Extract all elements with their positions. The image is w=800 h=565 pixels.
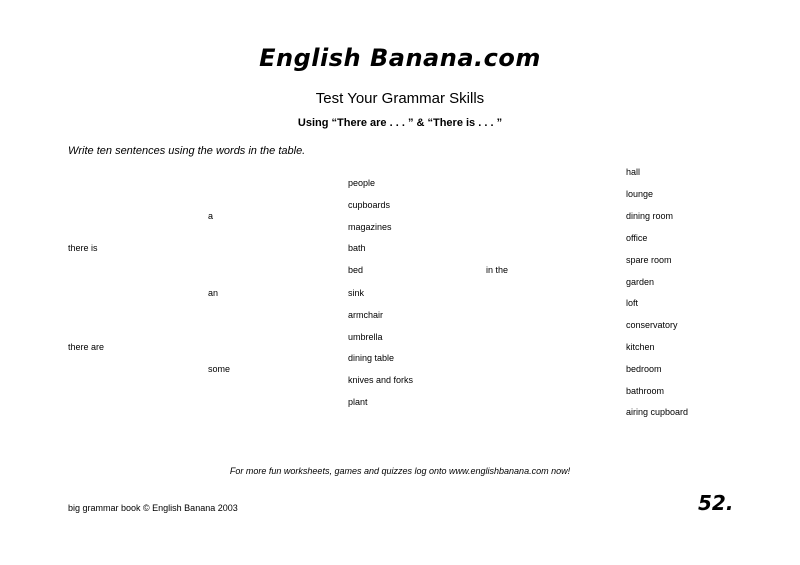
col3-item: bath (348, 243, 366, 253)
col1-item: there are (68, 342, 105, 352)
page-subtitle: Using “There are . . . ” & “There is . . . ” (297, 117, 503, 129)
copyright-text: big grammar book © English Banana 2003 (68, 503, 238, 513)
col5-item: loft (626, 298, 639, 308)
col3-item: sink (348, 288, 365, 298)
col3-item: cupboards (348, 200, 391, 210)
col3-item: dining table (348, 353, 395, 363)
col3-item: armchair (348, 310, 384, 320)
col3-item: people (348, 178, 376, 188)
page-number: 52. (698, 491, 734, 515)
col5-item: bathroom (626, 386, 665, 396)
col3-item: plant (348, 397, 368, 407)
col2-item: a (208, 211, 214, 221)
col5-item: bedroom (626, 364, 662, 374)
col2-item: an (208, 288, 219, 298)
promo-text: For more fun worksheets, games and quizzes log onto www.englishbanana.com now! (229, 466, 571, 476)
col3-item: knives and forks (348, 375, 414, 385)
col5-item: spare room (626, 255, 672, 265)
col3-item: umbrella (348, 332, 383, 342)
col5-item: garden (626, 277, 655, 287)
col5-item: dining room (626, 211, 674, 221)
col3-item: bed (348, 265, 364, 275)
col5-item: conservatory (626, 320, 678, 330)
site-logo: English Banana.com (259, 44, 541, 72)
col5-item: lounge (626, 189, 654, 199)
col1-item: there is (68, 243, 98, 253)
col2-item: some (208, 364, 231, 374)
col5-item: kitchen (626, 342, 655, 352)
col5-item: airing cupboard (626, 407, 689, 417)
col3-item: magazines (348, 222, 392, 232)
instructions: Write ten sentences using the words in the table. (68, 145, 306, 157)
col5-item: office (626, 233, 648, 243)
page-title: Test Your Grammar Skills (315, 90, 485, 107)
col4-item: in the (486, 265, 509, 275)
col5-item: hall (626, 167, 641, 177)
